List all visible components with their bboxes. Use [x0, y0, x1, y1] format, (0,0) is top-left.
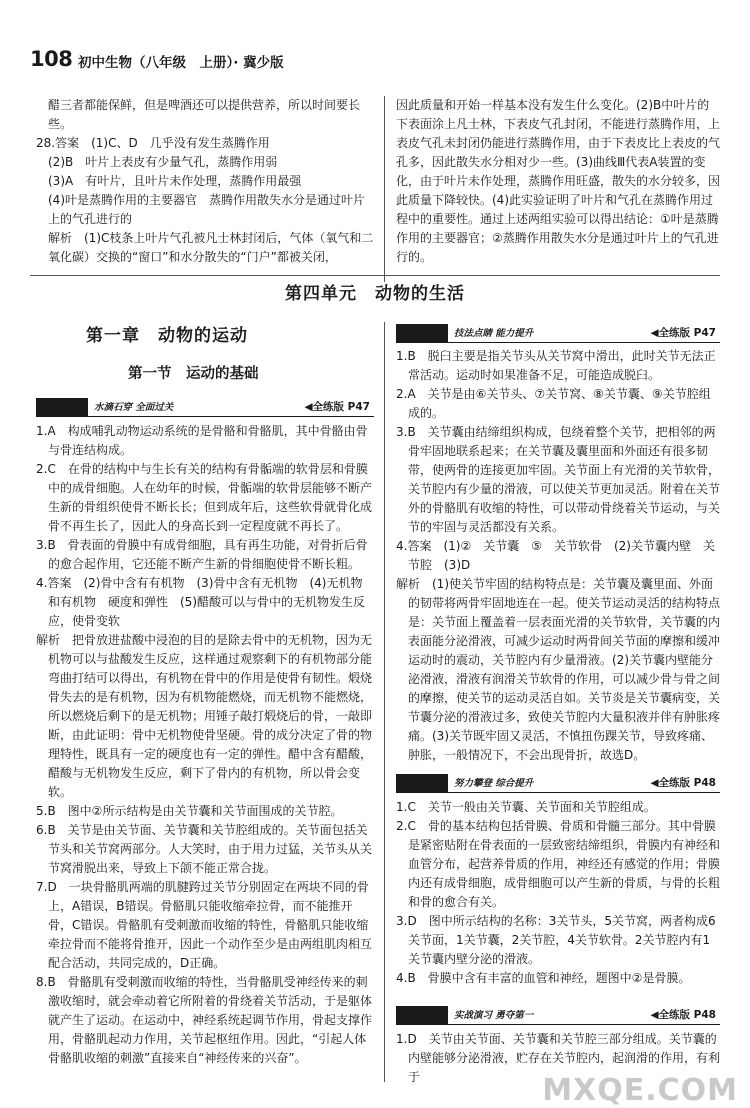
- answer-item: 4.答案 (2)骨中含有有机物 (3)骨中含有无机物 (4)无机物和有机物 硬度和弹性 (5)醋酸可以与骨中的无机物发生反应，使骨变软: [36, 576, 366, 628]
- answer-item: 1.C 关节一般由关节囊、关节面和关节腔组成。: [396, 800, 656, 814]
- answer-item: 5.B 图中②所示结构是由关节囊和关节面围成的关节腔。: [36, 804, 343, 818]
- column-divider-lower: [384, 322, 385, 1082]
- answer-item: 7.D 一块骨骼肌两端的肌腱跨过关节分别固定在两块不同的骨上，A错误，B错误。骨骼肌只能收缩牵拉骨，而不能推开骨，C错误。骨骼肌有受刺激而收缩的特性，骨骼肌只能收缩牵拉骨而不能将骨推开，因此一个动作至少是由两组肌肉相互配合活动，共同完成的，D正确。: [36, 880, 373, 970]
- page-header: [30, 44, 730, 74]
- bar-subtitle: 努力攀登 综合提升: [454, 777, 534, 789]
- bar-subtitle: 实战演习 勇夺第一: [454, 1009, 534, 1021]
- answer-item: 6.B 关节是由关节面、关节囊和关节腔组成的。关节面包括关节头和关节窝两部分。人大笑时，由于用力过猛，关节头从关节窝滑脱出来，导致上下颌不能正常合拢。: [36, 823, 373, 875]
- analysis-item: 解析 (1)使关节牢固的结构特点是：关节囊及囊里面、外面的韧带将两骨牢固地连在一起。使关节运动灵活的结构特点是：关节面上覆盖着一层表面光滑的关节软骨，关节囊的内表面能分泌滑液，可减少运动时两骨间关节面的摩擦和缓冲运动时的震动，关节腔内有少量滑液。(2)关节囊内壁能分泌滑液，滑液有润滑关节软骨的作用，可以减少骨与骨之间的摩擦，使关节的运动灵活自如。关节炎是关节囊病变，关节囊分泌的滑液过多，致使关节腔内大量积液并伴有肿胀疼痛。(3)关节既牢固又灵活，不慎扭伤踝关节，导致疼痛、肿胀，一般情况下，不会出现骨折，故选D。: [396, 577, 721, 762]
- answer-item: 2.C 骨的基本结构包括骨膜、骨质和骨髓三部分。其中骨膜是紧密贴附在骨表面的一层致密结缔组织，骨膜内有神经和血管分布，起营养骨质的作用，神经还有感觉的作用；骨膜内还有成骨细胞，成骨细胞可以产生新的骨质，与骨的长粗和骨的愈合有关。: [396, 819, 721, 909]
- answer-item: 3.B 关节囊由结缔组织构成，包绕着整个关节，把相邻的两骨牢固地联系起来；在关节囊及囊里面和外面还有很多韧带，使两骨的连接更加牢固。关节面上有光滑的关节软骨，关节腔内有少量的滑液，可以使关节更加灵活。附着在关节外的骨骼肌有收缩的特性，可以带动骨绕着关节运动，与关节的牢固与灵活都没有关系。: [396, 425, 721, 534]
- bar-tag: 努力攀登: [396, 774, 448, 792]
- answer-28-3: (3)A 有叶片，且叶片未作处理，蒸腾作用最强: [48, 174, 302, 188]
- answer-28-2: (2)B 叶片上表皮有少量气孔，蒸腾作用弱: [48, 155, 278, 169]
- bar-subtitle: 水滴石穿 全面过关: [94, 401, 174, 413]
- chapter-title: 第一章 动物的运动: [86, 326, 248, 346]
- answer-item: 1.A 构成哺乳动物运动系统的是骨骼和骨骼肌，其中骨骼由骨与骨连结构成。: [36, 424, 368, 457]
- analysis-28-cont: 因此质量和开始一样基本没有发生什么变化。(2)B中叶片的下表面涂上凡士林，下表皮气孔封闭，不能进行蒸腾作用，上表皮气孔未封闭仍能进行蒸腾作用，由于下表皮比上表皮的气孔多，因此散失水分相对少一些。(3)曲线Ⅲ代表A装置的变化，由于叶片未作处理，蒸腾作用旺盛，散失的水分较多，因此质量下降较快。(4)此实验证明了叶片和气孔在蒸腾作用过程中的重要性。通过上述两组实验可以得出结论：①叶是蒸腾作用的主要器官；②蒸腾作用散失水分是通过叶片上的气孔进行的。: [396, 98, 721, 264]
- page-ref: ◀全练版 P47: [650, 326, 716, 339]
- bar-tag: 能力提升: [396, 324, 448, 342]
- answer-item: 8.B 骨骼肌有受刺激而收缩的特性，当骨骼肌受神经传来的刺激收缩时，就会牵动着它所附着的骨绕着关节活动，于是躯体就产生了运动。在运动中，神经系统起调节作用，骨起支撑作用，骨骼肌起动力作用，关节起枢纽作用。因此，“引起人体骨骼肌收缩的刺激”直接来自“神经传来的兴奋”。: [36, 975, 373, 1065]
- practice-bar-climb: [396, 774, 720, 792]
- page-ref: ◀全练版 P48: [650, 1008, 716, 1021]
- answer-item: 3.D 图中所示结构的名称：3关节头，5关节窝，两者构成6关节面，1关节囊，2关节腔，4关节软骨。2关节腔内有1关节囊内壁分泌的滑液。: [396, 914, 716, 966]
- answer-28: 28.答案 (1)C、D 几乎没有发生蒸腾作用: [36, 136, 270, 150]
- unit-title: 第四单元 动物的生活: [285, 284, 465, 304]
- answer-item: 2.C 在骨的结构中与生长有关的结构有骨骺端的软骨层和骨膜中的成骨细胞。人在幼年的时候，骨骺端的软骨层能够不断产生新的骨组织使骨不断长长；但到成年后，这些软骨就骨化成骨不再生长了，因此人的身高长到一定程度就不再长了。: [36, 462, 373, 533]
- left-answers: [36, 422, 374, 1068]
- bar-tag: 实战演习: [396, 1006, 448, 1024]
- text-line: 醋三者都能保鲜，但是啤酒还可以提供营养，所以时间要长些。: [48, 98, 361, 131]
- analysis-item: 解析 把骨放进盐酸中浸泡的目的是除去骨中的无机物，因为无机物可以与盐酸发生反应，这样通过观察剩下的有机物部分能弯曲打结可以得出，有机物在骨中的作用是使骨有韧性。煅烧骨失去的是有机物，因为有机物能燃烧，而无机物不能燃烧，所以燃烧后剩下的是无机物；用锤子敲打煅烧后的骨，一敲即断，由此证明：骨中无机物使骨坚硬。骨的成分决定了骨的物理特性，既具有一定的硬度也有一定的弹性。醋中含有醋酸，醋酸与无机物发生反应，剩下了骨内的有机物，所以骨会变软。: [36, 633, 373, 799]
- top-left-column: [36, 96, 374, 267]
- practice-bar-basic: [36, 398, 374, 416]
- answer-item: 4.B 骨膜中含有丰富的血管和神经，题图中②是骨膜。: [396, 971, 691, 985]
- answer-item: 3.B 骨表面的骨膜中有成骨细胞，具有再生功能，对骨折后骨的愈合起作用，它还能不断产生新的骨细胞使骨不断长粗。: [36, 538, 368, 571]
- answer-item: 1.D 关节由关节面、关节囊和关节腔三部分组成。关节囊的内壁能够分泌滑液，贮存在关节腔内，起润滑的作用，有利于: [396, 1032, 721, 1084]
- analysis-28: 解析 (1)C枝条上叶片气孔被凡士林封闭后，气体（氧气和二氧化碳）交换的“窗口”和水分散失的“门户”都被关闭，: [48, 231, 374, 264]
- answer-item: 1.B 脱臼主要是指关节头从关节窝中滑出，此时关节无法正常活动。运动时如果准备不足，可能造成脱臼。: [396, 349, 716, 382]
- top-right-column: [396, 96, 720, 267]
- bar-subtitle: 技法点睛 能力提升: [454, 327, 534, 339]
- right-answers-2: [396, 798, 720, 988]
- page-number: 108: [30, 47, 73, 71]
- page-ref: ◀全练版 P48: [650, 776, 716, 789]
- bar-tag: 水滴石穿: [36, 398, 88, 416]
- answer-28-4: (4)叶是蒸腾作用的主要器官 蒸腾作用散失水分是通过叶片上的气孔进行的: [48, 193, 366, 226]
- page-ref: ◀全练版 P47: [304, 400, 370, 413]
- book-title: 初中生物（八年级 上册）· 冀少版: [78, 55, 284, 71]
- practice-bar-exam: [396, 1006, 720, 1024]
- section-title: 第一节 运动的基础: [128, 366, 259, 382]
- watermark: MXQE.COM: [542, 1073, 738, 1108]
- right-answers-1: [396, 347, 720, 765]
- column-divider: [384, 96, 385, 282]
- practice-bar-skill: [396, 324, 720, 342]
- answer-item: 2.A 关节是由⑥关节头、⑦关节窝、⑧关节囊、⑨关节腔组成的。: [396, 387, 711, 420]
- answer-item: 4.答案 (1)② 关节囊 ⑤ 关节软骨 (2)关节囊内壁 关节腔 (3)D: [396, 539, 715, 572]
- section-rule: [30, 275, 720, 276]
